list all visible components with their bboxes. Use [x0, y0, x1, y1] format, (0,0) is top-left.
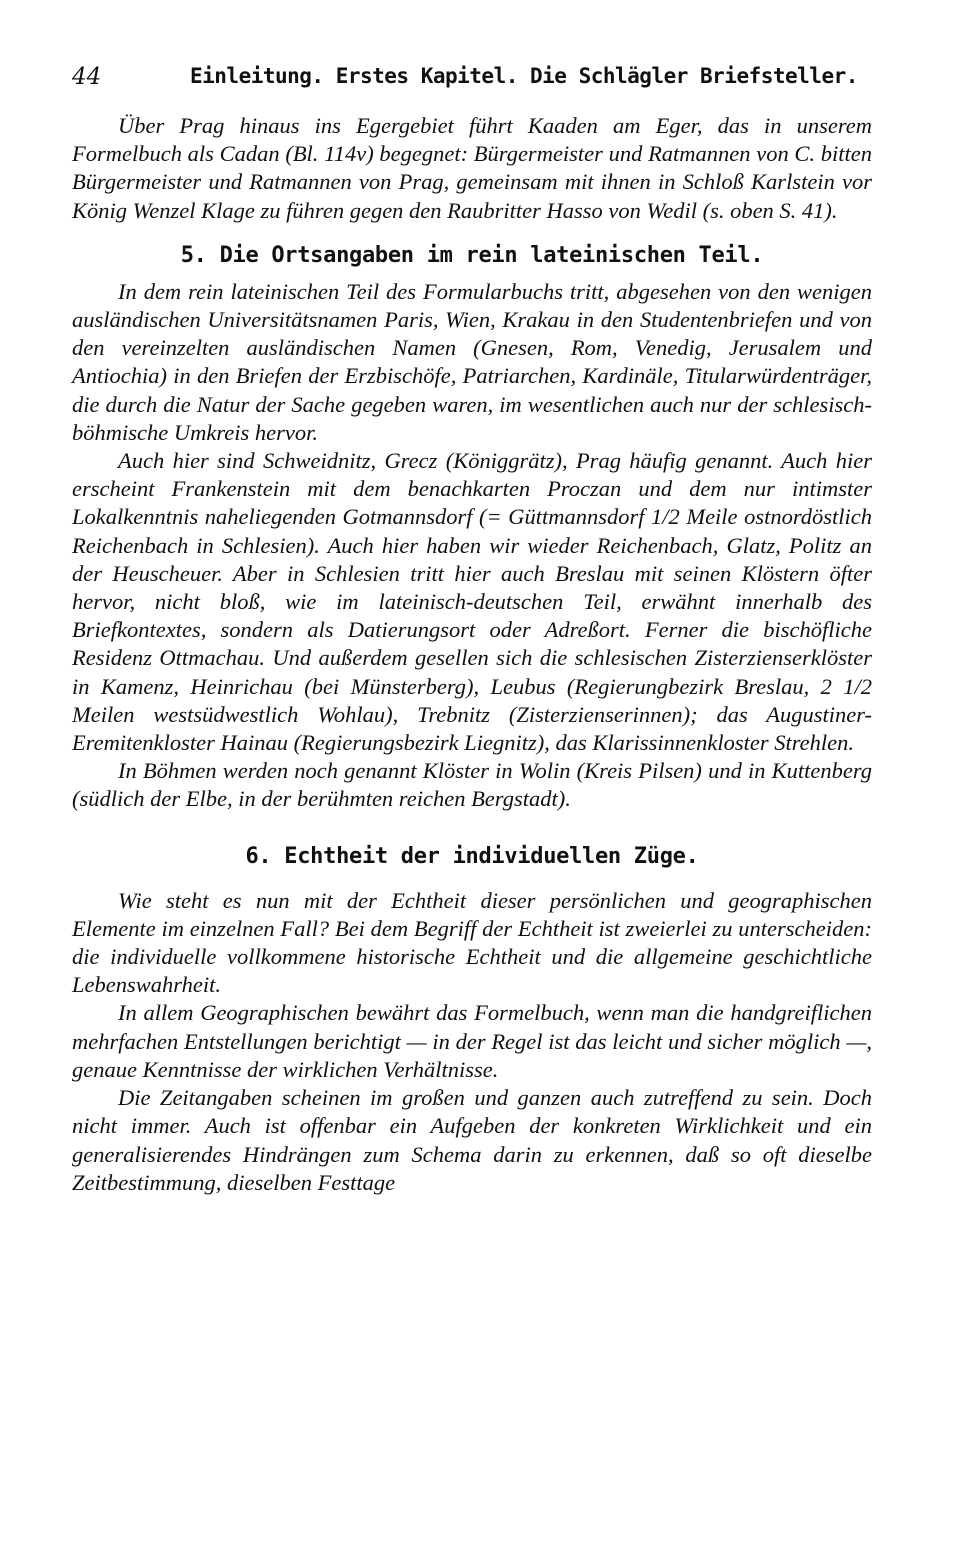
running-head: Einleitung. Erstes Kapitel. Die Schlägler Briefsteller. [190, 64, 858, 88]
intro-paragraph: Über Prag hinaus ins Egergebiet führt Kaaden am Eger, das in unserem Formelbuch als Cadan (Bl. 114v) begegnet: Bürgermeister und Ratmannen von C. bitten Bürgermeister und Ratmannen von Prag, gemeinsam mit ihnen in Schloß Karlstein vor König Wenzel Klage zu führen gegen den Raubritter Hasso von Wedil (s. oben S. 41). [72, 113, 872, 223]
page-number: 44 [72, 64, 102, 90]
section-6-paragraph-1: Wie steht es nun mit der Echtheit dieser persönlichen und geographischen Elemente im einzelnen Fall? Bei dem Begriff der Echtheit ist zweierlei zu unterscheiden: die individuelle vollkommene historische Echtheit und die allgemeine geschichtliche Lebenswahrheit. [72, 887, 872, 998]
page-body [72, 112, 872, 1197]
section-5-heading: 5. Die Ortsangaben im rein lateinischen Teil. [180, 242, 764, 268]
section-6-paragraph-3: Die Zeitangaben scheinen im großen und ganzen auch zutreffend zu sein. Doch nicht immer. Auch ist offenbar ein Aufgeben der konkreten Wirklichkeit und ein generalisierendes Hindrängen zum Schema darin zu erkennen, daß so oft dieselbe Zeitbestimmung, dieselben Festtage [72, 1085, 872, 1195]
section-5-paragraph-3: In Böhmen werden noch genannt Klöster in Wolin (Kreis Pilsen) und in Kuttenberg (südlich der Elbe, in der berühmten reichen Bergstadt). [72, 758, 872, 812]
page-header [0, 64, 960, 104]
section-6-heading: 6. Echtheit der individuellen Züge. [245, 843, 699, 869]
section-5-paragraph-1: In dem rein lateinischen Teil des Formularbuchs tritt, abgesehen von den wenigen ausländischen Universitätsnamen Paris, Wien, Krakau in den Studentenbriefen und von den vereinzelten ausländischen Namen (Gnesen, Rom, Venedig, Jerusalem und Antiochia) in den Briefen der Erzbischöfe, Patriarchen, Kardinäle, Titularwürdenträger, die durch die Natur der Sache gegeben waren, im wesentlichen auch nur der schlesisch-böhmische Umkreis hervor. [72, 278, 872, 445]
section-6-paragraph-2: In allem Geographischen bewährt das Formelbuch, wenn man die handgreiflichen mehrfachen Entstellungen berichtigt — in der Regel ist das leicht und sicher möglich —, genaue Kenntnisse der wirklichen Verhältnisse. [72, 1000, 872, 1082]
section-5-paragraph-2: Auch hier sind Schweidnitz, Grecz (Königgrätz), Prag häufig genannt. Auch hier erscheint Frankenstein mit dem benachkarten Proczan und dem nur intimster Lokalkenntnis naheliegenden Gotmannsdorf (= Güttmannsdorf 1/2 Meile ostnordöstlich Reichenbach in Schlesien). Auch hier haben wir wieder Reichenbach, Glatz, Politz an der Heuscheuer. Aber in Schlesien tritt hier auch Breslau mit seinen Klöstern öfter hervor, nicht bloß, wie im lateinisch-deutschen Teil, erwähnt innerhalb des Briefkontextes, sondern als Datierungsort oder Adreßort. Ferner die bischöfliche Residenz Ottmachau. Und außerdem gesellen sich die schlesischen Zisterzienserklöster in Kamenz, Heinrichau (bei Münsterberg), Leubus (Regierungbezirk Breslau, 2 1/2 Meilen westsüdwestlich Wohlau), Trebnitz (Zisterzienserinnen); das Augustiner-Eremitenkloster Hainau (Regierungsbezirk Liegnitz), das Klarissinnenkloster Strehlen. [72, 448, 872, 756]
